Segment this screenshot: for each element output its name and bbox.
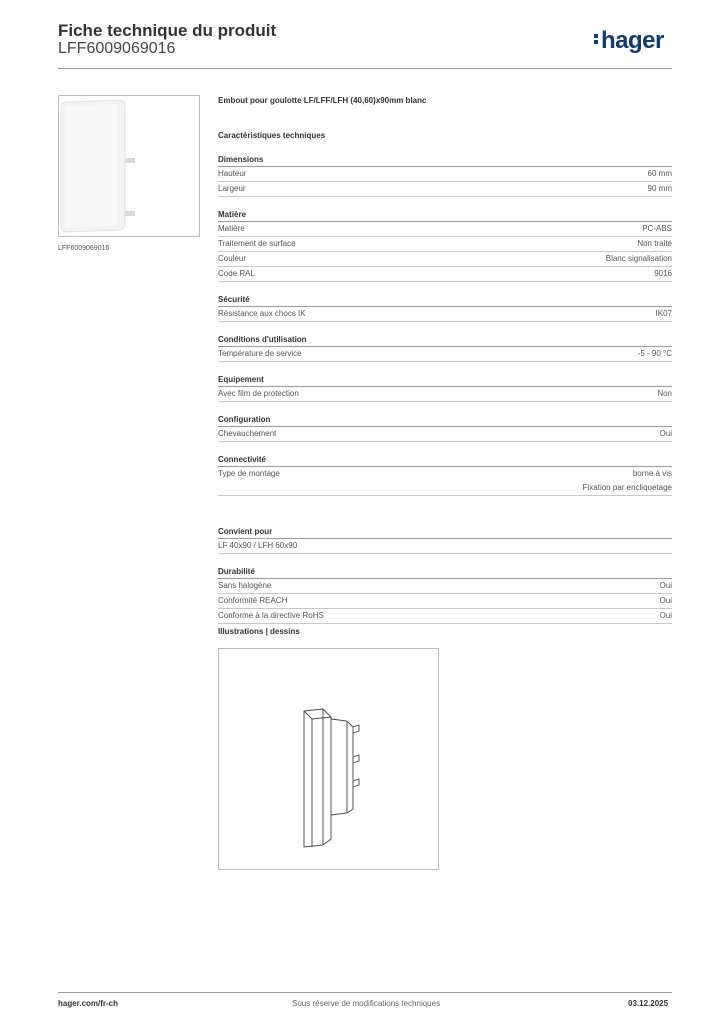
spec-label: Couleur — [218, 254, 247, 263]
logo-text: hager — [601, 27, 664, 54]
spec-section-title: Matière — [218, 205, 672, 222]
spec-row — [218, 167, 672, 182]
spec-value — [660, 579, 672, 593]
spec-label: Température de service — [218, 349, 302, 358]
spec-label: Conformité REACH — [218, 596, 288, 605]
spec-section — [218, 205, 672, 282]
spec-label: Résistance aux chocs IK — [218, 309, 306, 318]
spec-value-line: borne à vis — [632, 469, 672, 478]
spec-row — [218, 579, 672, 594]
spec-row — [218, 387, 672, 402]
spec-row — [218, 222, 672, 237]
header-divider — [58, 68, 672, 69]
spec-label: Sans halogène — [218, 581, 272, 590]
spec-row — [218, 252, 672, 267]
spec-value-line: 60 mm — [647, 169, 672, 178]
spec-value-line: PC-ABS — [642, 224, 672, 233]
spec-value-line: 9016 — [654, 269, 672, 278]
spec-row — [218, 427, 672, 442]
spec-label: Chevauchement — [218, 429, 277, 438]
spec-section-title: Sécurité — [218, 290, 672, 307]
footer-date: 03.12.2025 — [628, 999, 669, 1008]
spec-label: Hauteur — [218, 169, 247, 178]
spec-row — [218, 267, 672, 282]
spec-value-line: Fixation par encliquetage — [582, 483, 672, 492]
logo-dots-icon — [594, 32, 600, 46]
spec-section — [218, 290, 672, 322]
spec-row — [218, 307, 672, 322]
spec-value — [583, 467, 672, 495]
spec-label: Avec film de protection — [218, 389, 299, 398]
spec-value-line: Non — [657, 389, 672, 398]
spec-value — [660, 427, 672, 441]
spec-section — [218, 370, 672, 402]
spec-section-title: Durabilité — [218, 562, 672, 579]
product-thumbnail — [58, 95, 200, 237]
spec-value — [648, 182, 672, 196]
specs-heading: Caractéristiques techniques — [218, 131, 326, 140]
spec-label: Code RAL — [218, 269, 255, 278]
spec-section-title: Connectivité — [218, 450, 672, 467]
spec-label: Largeur — [218, 184, 246, 193]
spec-label: Matière — [218, 224, 245, 233]
spec-section — [218, 522, 672, 554]
spec-row — [218, 609, 672, 624]
spec-section — [218, 330, 672, 362]
spec-value — [656, 307, 672, 321]
spec-value — [660, 609, 672, 623]
illustration-frame — [218, 648, 439, 870]
spec-value-line: Oui — [659, 596, 672, 605]
spec-value-line: Oui — [659, 611, 672, 620]
spec-section-title: Dimensions — [218, 150, 672, 167]
footer-divider — [58, 992, 672, 993]
page-title: Fiche technique du produit — [58, 21, 277, 40]
spec-section — [218, 410, 672, 442]
spec-label: Traitement de surface — [218, 239, 296, 248]
spec-value — [648, 167, 672, 181]
spec-value — [638, 347, 672, 361]
spec-value-line: Non traité — [637, 239, 672, 248]
spec-row — [218, 182, 672, 197]
hager-logo — [594, 27, 664, 55]
spec-label: Type de montage — [218, 469, 280, 478]
product-reference: LFF6009069016 — [58, 40, 176, 57]
illustrations-heading: Illustrations | dessins — [218, 627, 300, 636]
specs-table — [218, 150, 672, 632]
thumbnail-caption: LFF6009069016 — [58, 245, 110, 252]
product-name: Embout pour goulotte LF/LFF/LFH (40,60)x90mm blanc — [218, 96, 427, 105]
spec-value — [642, 222, 672, 236]
spec-section-title: Convient pour — [218, 522, 672, 539]
spec-section — [218, 150, 672, 197]
spec-value — [657, 387, 672, 401]
spec-value — [660, 594, 672, 608]
spec-label: Conforme à la directive RoHS — [218, 611, 324, 620]
spec-row — [218, 467, 672, 496]
spec-section — [218, 562, 672, 624]
footer-website: hager.com/fr-ch — [58, 999, 119, 1008]
spec-row — [218, 539, 672, 554]
spec-value — [606, 252, 672, 266]
spec-section-title: Configuration — [218, 410, 672, 427]
spec-value-line: Oui — [659, 581, 672, 590]
spec-value-line: -5 - 90 °C — [637, 349, 672, 358]
spec-value-line: Oui — [659, 429, 672, 438]
spec-row — [218, 237, 672, 252]
spec-value-line: IK07 — [655, 309, 672, 318]
spec-section-title: Conditions d'utilisation — [218, 330, 672, 347]
spec-section-title: Equipement — [218, 370, 672, 387]
spec-label: LF 40x90 / LFH 60x90 — [218, 541, 298, 550]
product-drawing — [219, 649, 438, 869]
spec-section — [218, 450, 672, 496]
spec-value-line: Blanc signalisation — [605, 254, 672, 263]
spec-value-line: 90 mm — [647, 184, 672, 193]
spec-row — [218, 347, 672, 362]
product-end-cap-image — [59, 96, 199, 236]
spec-row — [218, 594, 672, 609]
section-spacer — [218, 504, 672, 522]
spec-value — [637, 237, 672, 251]
footer-notice: Sous réserve de modifications techniques — [292, 999, 441, 1008]
spec-value — [654, 267, 672, 281]
